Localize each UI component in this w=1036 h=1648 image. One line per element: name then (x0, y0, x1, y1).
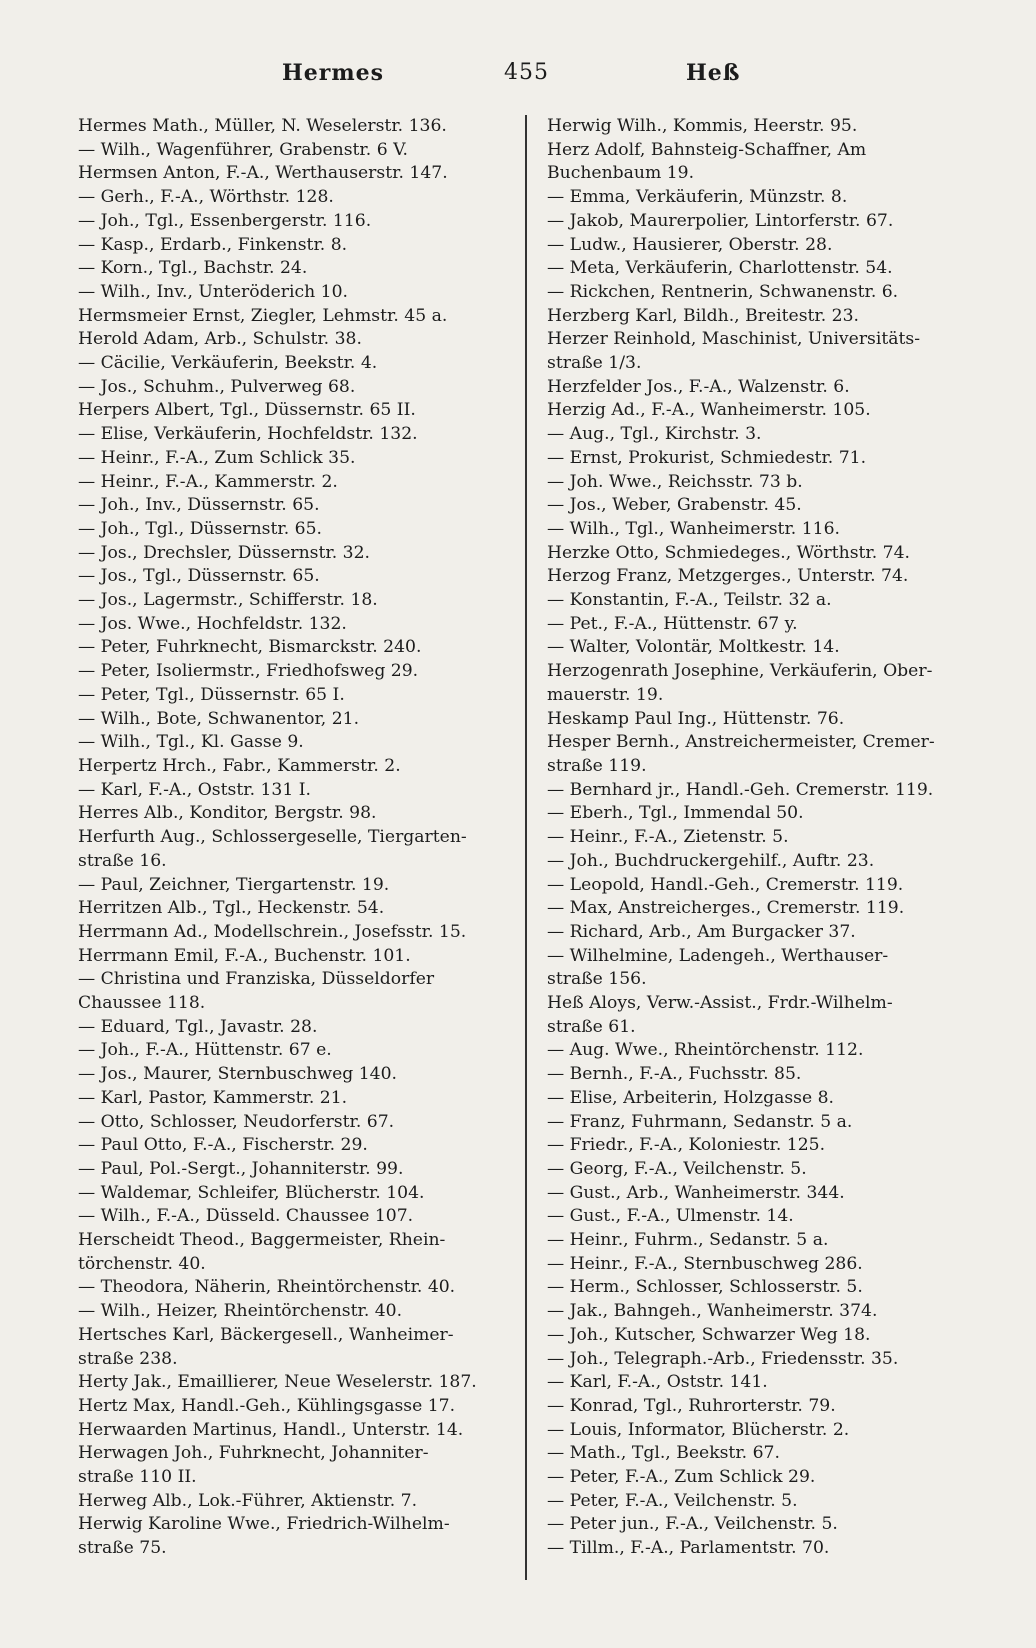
header-left-keyword: Hermes (282, 60, 385, 86)
entry-text: Herwig Karoline Wwe., Friedrich-Wilhelm- (78, 1514, 450, 1535)
directory-entry (78, 968, 506, 1015)
entry-continuation: Chaussee 118. (78, 993, 206, 1014)
entry-text: — Eduard, Tgl., Javastr. 28. (78, 1016, 318, 1037)
entry-text: Hertz Max, Handl.-Geh., Kühlingsgasse 17. (78, 1395, 456, 1416)
entry-text: — Wilh., Wagenführer, Grabenstr. 6 V. (78, 139, 408, 160)
entry-text: Heskamp Paul Ing., Hüttenstr. 76. (547, 708, 845, 729)
directory-entry (547, 1490, 987, 1514)
entry-text: — Wilh., Tgl., Kl. Gasse 9. (78, 732, 304, 753)
directory-entry (78, 328, 506, 352)
directory-entry (78, 1300, 506, 1324)
directory-entry (78, 1490, 506, 1514)
entry-text: Herwig Wilh., Kommis, Heerstr. 95. (547, 116, 858, 136)
entry-text: — Tillm., F.-A., Parlamentstr. 70. (547, 1538, 830, 1559)
directory-entry (78, 874, 506, 898)
entry-text: — Karl, F.-A., Oststr. 141. (547, 1372, 768, 1393)
entry-text: — Joh., Telegraph.-Arb., Friedensstr. 35. (547, 1348, 899, 1369)
entry-text: Herzberg Karl, Bildh., Breitestr. 23. (547, 305, 860, 326)
directory-entry (547, 1158, 987, 1182)
entry-text: — Otto, Schlosser, Neudorferstr. 67. (78, 1111, 395, 1132)
directory-entry (78, 494, 506, 518)
directory-entry (547, 1134, 987, 1158)
directory-entry (78, 1419, 506, 1443)
directory-entry (547, 115, 987, 139)
entry-text: Herz Adolf, Bahnsteig-Schaffner, Am (547, 139, 867, 160)
directory-entry (547, 850, 987, 874)
directory-entry (547, 471, 987, 495)
entry-text: — Jak., Bahngeh., Wanheimerstr. 374. (547, 1301, 878, 1322)
directory-entry (547, 139, 987, 186)
directory-entry (547, 1182, 987, 1206)
entry-continuation: straße 110 II. (78, 1467, 197, 1488)
directory-entry (547, 1537, 987, 1561)
directory-entry (78, 518, 506, 542)
directory-entry (547, 874, 987, 898)
directory-entry (78, 897, 506, 921)
directory-entry (547, 992, 987, 1039)
entry-text: Herzig Ad., F.-A., Wanheimerstr. 105. (547, 400, 871, 421)
directory-entry (78, 802, 506, 826)
entry-text: Herzfelder Jos., F.-A., Walzenstr. 6. (547, 376, 850, 397)
entry-text: Herrmann Emil, F.-A., Buchenstr. 101. (78, 945, 411, 966)
directory-entry (78, 257, 506, 281)
directory-entry (547, 447, 987, 471)
entry-text: — Emma, Verkäuferin, Münzstr. 8. (547, 187, 848, 208)
directory-entry (547, 636, 987, 660)
directory-entry (78, 376, 506, 400)
entry-text: Herzke Otto, Schmiedeges., Wörthstr. 74. (547, 542, 911, 563)
directory-entry (78, 1205, 506, 1229)
entry-text: — Joh. Wwe., Reichsstr. 73 b. (547, 471, 803, 492)
directory-entry (547, 210, 987, 234)
directory-entry (547, 257, 987, 281)
entry-text: — Georg, F.-A., Veilchenstr. 5. (547, 1158, 807, 1179)
directory-entry (78, 1063, 506, 1087)
entry-text: — Konrad, Tgl., Ruhrorterstr. 79. (547, 1395, 836, 1416)
directory-entry (547, 376, 987, 400)
directory-entry (547, 921, 987, 945)
entry-text: Herold Adam, Arb., Schulstr. 38. (78, 329, 362, 350)
entry-text: Herzog Franz, Metzgerges., Unterstr. 74. (547, 566, 909, 587)
page-header (0, 60, 1036, 100)
entry-text: — Jos., Drechsler, Düssernstr. 32. (78, 542, 370, 563)
directory-entry (547, 399, 987, 423)
entry-text: — Franz, Fuhrmann, Sedanstr. 5 a. (547, 1111, 853, 1132)
column-divider (525, 115, 527, 1580)
directory-entry (78, 1039, 506, 1063)
directory-entry (78, 826, 506, 873)
directory-entry (547, 1371, 987, 1395)
entry-text: Hermes Math., Müller, N. Weselerstr. 136. (78, 116, 447, 136)
entry-text: — Jos. Wwe., Hochfeldstr. 132. (78, 613, 347, 634)
directory-entry (78, 1513, 506, 1560)
directory-entry (78, 565, 506, 589)
entry-text: Herscheidt Theod., Baggermeister, Rhein- (78, 1230, 446, 1251)
entry-text: — Rickchen, Rentnerin, Schwanenstr. 6. (547, 281, 899, 302)
entry-text: — Aug. Wwe., Rheintörchenstr. 112. (547, 1040, 864, 1061)
directory-entry (78, 1134, 506, 1158)
directory-entry (78, 352, 506, 376)
entry-text: — Joh., Inv., Düssernstr. 65. (78, 495, 320, 516)
directory-entry (78, 1395, 506, 1419)
directory-entry (547, 1063, 987, 1087)
directory-entry (547, 1253, 987, 1277)
directory-entry (547, 802, 987, 826)
entry-text: — Theodora, Näherin, Rheintörchenstr. 40. (78, 1277, 456, 1298)
entry-text: — Meta, Verkäuferin, Charlottenstr. 54. (547, 258, 893, 279)
entry-text: — Bernh., F.-A., Fuchsstr. 85. (547, 1064, 802, 1085)
entry-text: — Peter jun., F.-A., Veilchenstr. 5. (547, 1514, 838, 1535)
directory-entry (78, 1371, 506, 1395)
directory-entry (547, 423, 987, 447)
directory-entry (78, 731, 506, 755)
entry-text: — Peter, F.-A., Veilchenstr. 5. (547, 1490, 798, 1511)
directory-entry (78, 1276, 506, 1300)
entry-text: — Paul Otto, F.-A., Fischerstr. 29. (78, 1135, 368, 1156)
directory-entry (78, 1111, 506, 1135)
directory-entry (547, 1348, 987, 1372)
directory-entry (547, 589, 987, 613)
directory-entry (547, 708, 987, 732)
entry-continuation: straße 156. (547, 969, 647, 990)
entry-text: Herrmann Ad., Modellschrein., Josefsstr. 15. (78, 921, 467, 942)
entry-text: Herres Alb., Konditor, Bergstr. 98. (78, 803, 377, 824)
entry-text: — Richard, Arb., Am Burgacker 37. (547, 921, 856, 942)
entry-text: — Heinr., F.-A., Zietenstr. 5. (547, 827, 789, 848)
entry-text: — Jos., Weber, Grabenstr. 45. (547, 495, 802, 516)
entry-continuation: straße 238. (78, 1348, 178, 1369)
directory-entry (78, 281, 506, 305)
directory-entry (547, 518, 987, 542)
entry-text: — Heinr., F.-A., Sternbuschweg 286. (547, 1253, 863, 1274)
directory-entry (78, 471, 506, 495)
entry-text: — Peter, F.-A., Zum Schlick 29. (547, 1467, 816, 1488)
entry-text: — Peter, Tgl., Düssernstr. 65 I. (78, 684, 345, 705)
left-column (78, 115, 506, 1605)
entry-text: — Louis, Informator, Blücherstr. 2. (547, 1419, 850, 1440)
directory-entry (78, 210, 506, 234)
entry-text: — Wilh., Bote, Schwanentor, 21. (78, 708, 360, 729)
entry-text: — Wilh., F.-A., Düsseld. Chaussee 107. (78, 1206, 414, 1227)
entry-text: — Joh., F.-A., Hüttenstr. 67 e. (78, 1040, 332, 1061)
entry-text: — Ludw., Hausierer, Oberstr. 28. (547, 234, 833, 255)
directory-entry (547, 826, 987, 850)
directory-entry (547, 494, 987, 518)
entry-text: — Eberh., Tgl., Immendal 50. (547, 803, 804, 824)
entry-text: — Joh., Tgl., Essenbergerstr. 116. (78, 210, 372, 231)
directory-entry (78, 755, 506, 779)
right-column (547, 115, 987, 1605)
directory-entry (78, 186, 506, 210)
entry-text: — Ernst, Prokurist, Schmiedestr. 71. (547, 447, 867, 468)
entry-text: Herzogenrath Josephine, Verkäuferin, Ober- (547, 661, 933, 682)
directory-entry (78, 589, 506, 613)
directory-entry (547, 1442, 987, 1466)
entry-text: — Gust., F.-A., Ulmenstr. 14. (547, 1206, 794, 1227)
entry-text: — Math., Tgl., Beekstr. 67. (547, 1443, 780, 1464)
entry-text: Herpertz Hrch., Fabr., Kammerstr. 2. (78, 755, 401, 776)
directory-entry (547, 897, 987, 921)
entry-text: Hermsmeier Ernst, Ziegler, Lehmstr. 45 a. (78, 305, 448, 326)
entry-text: — Friedr., F.-A., Koloniestr. 125. (547, 1135, 826, 1156)
entry-text: — Joh., Buchdruckergehilf., Auftr. 23. (547, 850, 875, 871)
directory-entry (547, 281, 987, 305)
directory-entry (78, 1158, 506, 1182)
directory-entry (547, 1205, 987, 1229)
entry-continuation: straße 61. (547, 1016, 636, 1037)
directory-entry (78, 542, 506, 566)
directory-entry (78, 1016, 506, 1040)
directory-entry (547, 1419, 987, 1443)
entry-text: — Max, Anstreicherges., Cremerstr. 119. (547, 898, 905, 919)
entry-text: Herpers Albert, Tgl., Düssernstr. 65 II. (78, 400, 416, 421)
directory-entry (547, 542, 987, 566)
entry-continuation: straße 75. (78, 1538, 167, 1559)
entry-continuation: mauerstr. 19. (547, 684, 664, 705)
entry-text: — Gerh., F.-A., Wörthstr. 128. (78, 187, 334, 208)
directory-entry (547, 234, 987, 258)
entry-text: — Waldemar, Schleifer, Blücherstr. 104. (78, 1182, 425, 1203)
entry-text: Herwaarden Martinus, Handl., Unterstr. 14. (78, 1419, 464, 1440)
entry-text: — Wilh., Inv., Unteröderich 10. (78, 281, 348, 302)
entry-text: — Wilhelmine, Ladengeh., Werthauser- (547, 945, 889, 966)
entry-text: Herfurth Aug., Schlossergeselle, Tiergarten- (78, 827, 467, 848)
entry-text: — Jos., Schuhm., Pulverweg 68. (78, 376, 356, 397)
directory-entry (78, 660, 506, 684)
header-right-keyword: Heß (686, 60, 741, 86)
entry-text: Hermsen Anton, F.-A., Werthauserstr. 147. (78, 163, 448, 184)
entry-text: — Cäcilie, Verkäuferin, Beekstr. 4. (78, 353, 378, 374)
entry-text: — Karl, Pastor, Kammerstr. 21. (78, 1087, 348, 1108)
entry-text: Herritzen Alb., Tgl., Heckenstr. 54. (78, 898, 385, 919)
directory-entry (547, 1229, 987, 1253)
entry-text: — Kasp., Erdarb., Finkenstr. 8. (78, 234, 348, 255)
directory-entry (547, 1087, 987, 1111)
directory-entry (547, 1039, 987, 1063)
entry-text: — Elise, Arbeiterin, Holzgasse 8. (547, 1087, 835, 1108)
directory-entry (547, 613, 987, 637)
entry-text: Herzer Reinhold, Maschinist, Universitäts- (547, 329, 921, 350)
directory-entry (78, 423, 506, 447)
entry-text: Hertsches Karl, Bäckergesell., Wanheimer- (78, 1324, 454, 1345)
directory-entry (547, 1324, 987, 1348)
entry-text: — Pet., F.-A., Hüttenstr. 67 y. (547, 613, 798, 634)
entry-text: — Paul, Zeichner, Tiergartenstr. 19. (78, 874, 390, 895)
directory-entry (547, 1466, 987, 1490)
entry-text: — Paul, Pol.-Sergt., Johanniterstr. 99. (78, 1158, 404, 1179)
entry-text: — Peter, Isoliermstr., Friedhofsweg 29. (78, 661, 419, 682)
entry-text: — Wilh., Tgl., Wanheimerstr. 116. (547, 518, 840, 539)
entry-text: — Wilh., Heizer, Rheintörchenstr. 40. (78, 1301, 403, 1322)
entry-text: — Gust., Arb., Wanheimerstr. 344. (547, 1182, 845, 1203)
entry-text: Heß Aloys, Verw.-Assist., Frdr.-Wilhelm- (547, 993, 893, 1014)
page-number: 455 (504, 60, 549, 85)
directory-entry (547, 731, 987, 778)
entry-text: — Walter, Volontär, Moltkestr. 14. (547, 637, 840, 658)
entry-text: — Joh., Tgl., Düssernstr. 65. (78, 518, 322, 539)
directory-entry (547, 328, 987, 375)
entry-text: — Heinr., F.-A., Kammerstr. 2. (78, 471, 338, 492)
directory-entry (547, 1513, 987, 1537)
directory-entry (78, 162, 506, 186)
entry-text: Herty Jak., Emaillierer, Neue Weselerstr. 187. (78, 1372, 477, 1393)
entry-text: — Jos., Tgl., Düssernstr. 65. (78, 566, 320, 587)
directory-entry (547, 565, 987, 589)
directory-entry (78, 234, 506, 258)
directory-entry (78, 1229, 506, 1276)
directory-entry (547, 1276, 987, 1300)
directory-entry (547, 305, 987, 329)
entry-text: — Korn., Tgl., Bachstr. 24. (78, 258, 308, 279)
directory-entry (78, 1324, 506, 1371)
directory-entry (78, 305, 506, 329)
directory-entry (547, 186, 987, 210)
directory-entry (78, 921, 506, 945)
entry-text: — Konstantin, F.-A., Teilstr. 32 a. (547, 590, 832, 611)
directory-entry (78, 447, 506, 471)
entry-text: — Heinr., Fuhrm., Sedanstr. 5 a. (547, 1230, 829, 1251)
directory-entry (78, 1442, 506, 1489)
entry-text: — Leopold, Handl.-Geh., Cremerstr. 119. (547, 874, 904, 895)
entry-text: — Christina und Franziska, Düsseldorfer (78, 969, 435, 990)
directory-entry (547, 1395, 987, 1419)
entry-text: — Jakob, Maurerpolier, Lintorferstr. 67. (547, 210, 894, 231)
entry-continuation: straße 1/3. (547, 353, 642, 374)
entry-text: — Karl, F.-A., Oststr. 131 I. (78, 779, 312, 800)
directory-entry (78, 139, 506, 163)
directory-entry (78, 636, 506, 660)
directory-entry (78, 399, 506, 423)
entry-text: — Aug., Tgl., Kirchstr. 3. (547, 424, 762, 445)
directory-entry (78, 115, 506, 139)
directory-entry (547, 1111, 987, 1135)
directory-entry (78, 945, 506, 969)
directory-entry (78, 779, 506, 803)
entry-text: — Heinr., F.-A., Zum Schlick 35. (78, 447, 356, 468)
directory-entry (78, 613, 506, 637)
entry-text: — Peter, Fuhrknecht, Bismarckstr. 240. (78, 637, 422, 658)
entry-continuation: straße 16. (78, 850, 167, 871)
entry-text: Herwagen Joh., Fuhrknecht, Johanniter- (78, 1443, 429, 1464)
entry-text: — Herm., Schlosser, Schlosserstr. 5. (547, 1277, 863, 1298)
directory-entry (547, 945, 987, 992)
directory-entry (547, 660, 987, 707)
entry-continuation: Buchenbaum 19. (547, 163, 695, 184)
entry-continuation: törchenstr. 40. (78, 1253, 206, 1274)
entry-text: Herweg Alb., Lok.-Führer, Aktienstr. 7. (78, 1490, 418, 1511)
directory-entry (547, 1300, 987, 1324)
entry-text: — Jos., Maurer, Sternbuschweg 140. (78, 1064, 397, 1085)
directory-entry (78, 684, 506, 708)
entry-text: Hesper Bernh., Anstreichermeister, Cremer- (547, 732, 935, 753)
entry-text: — Joh., Kutscher, Schwarzer Weg 18. (547, 1324, 871, 1345)
directory-entry (78, 1087, 506, 1111)
entry-text: — Elise, Verkäuferin, Hochfeldstr. 132. (78, 424, 418, 445)
entry-text: — Bernhard jr., Handl.-Geh. Cremerstr. 119. (547, 779, 934, 800)
directory-entry (78, 708, 506, 732)
directory-entry (547, 779, 987, 803)
directory-entry (78, 1182, 506, 1206)
entry-continuation: straße 119. (547, 755, 647, 776)
entry-text: — Jos., Lagermstr., Schifferstr. 18. (78, 590, 378, 611)
